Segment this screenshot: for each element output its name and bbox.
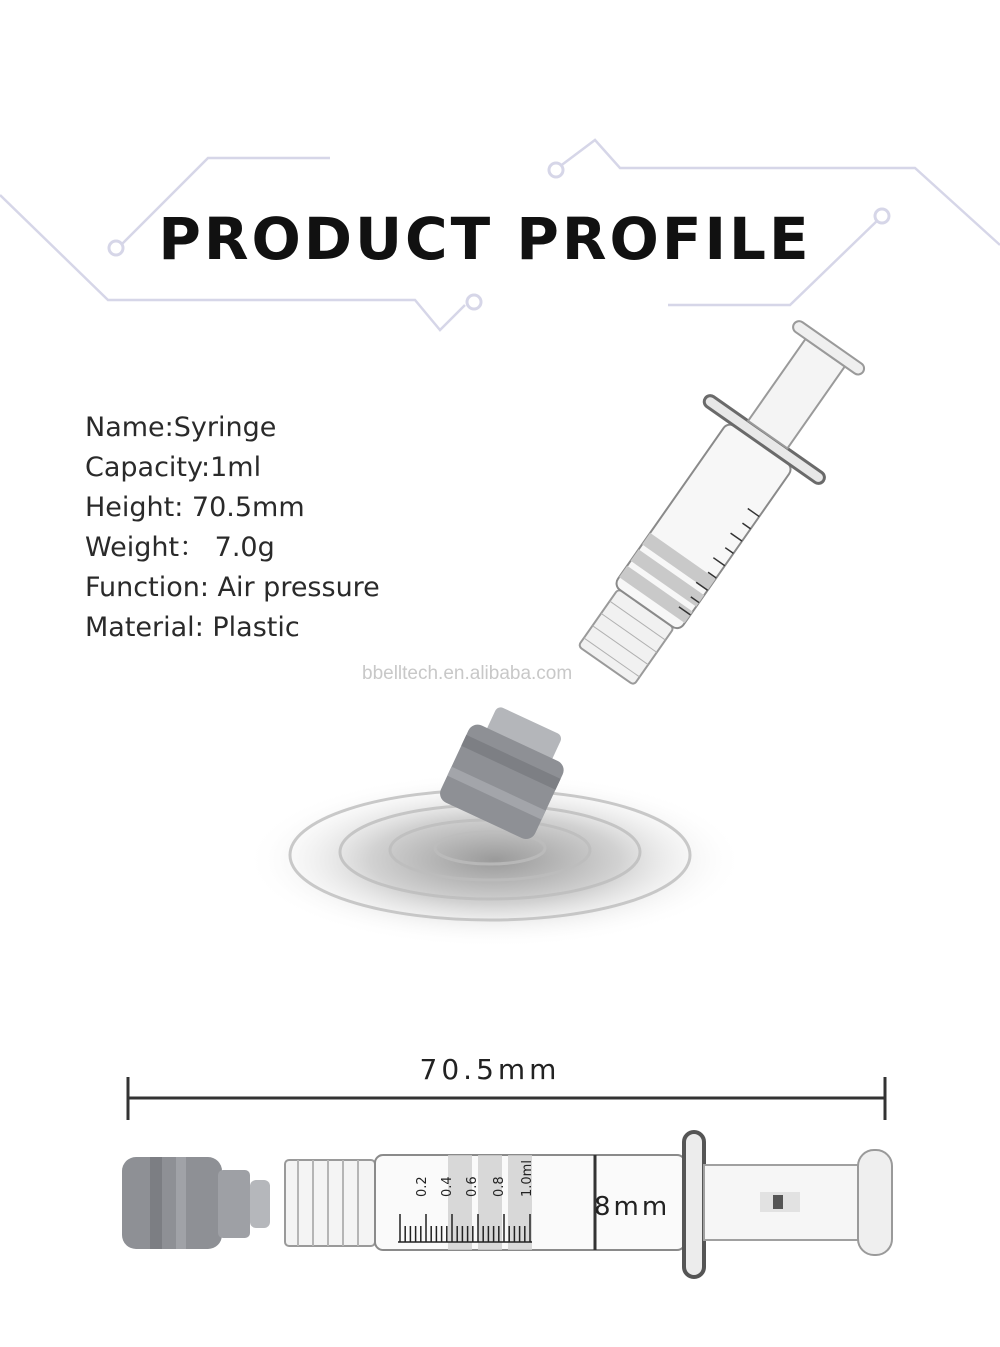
- scale-mark-0.4: 0.4: [440, 1176, 455, 1197]
- spec-function: Function: Air pressure: [85, 572, 380, 603]
- scale-mark-0.2: 0.2: [415, 1176, 430, 1197]
- page-title: PRODUCT PROFILE: [158, 205, 812, 273]
- scale-mark-1.0: 1.0ml: [520, 1160, 535, 1197]
- scale-mark-0.6: 0.6: [465, 1176, 480, 1197]
- luer-lock: [285, 1160, 375, 1246]
- spec-weight: Weight： 7.0g: [85, 532, 275, 563]
- spec-height: Height: 70.5mm: [85, 492, 305, 523]
- spec-material: Material: Plastic: [85, 612, 300, 643]
- diameter-label: 8mm: [594, 1192, 671, 1222]
- spec-name: Name:Syringe: [85, 412, 277, 443]
- cap-side: [122, 1157, 270, 1249]
- plunger: [704, 1150, 892, 1255]
- length-label: 70.5mm: [419, 1053, 561, 1086]
- flange: [684, 1132, 704, 1277]
- watermark: bbelltech.en.alibaba.com: [362, 663, 573, 684]
- scale-mark-0.8: 0.8: [492, 1176, 507, 1197]
- spec-capacity: Capacity:1ml: [85, 452, 262, 483]
